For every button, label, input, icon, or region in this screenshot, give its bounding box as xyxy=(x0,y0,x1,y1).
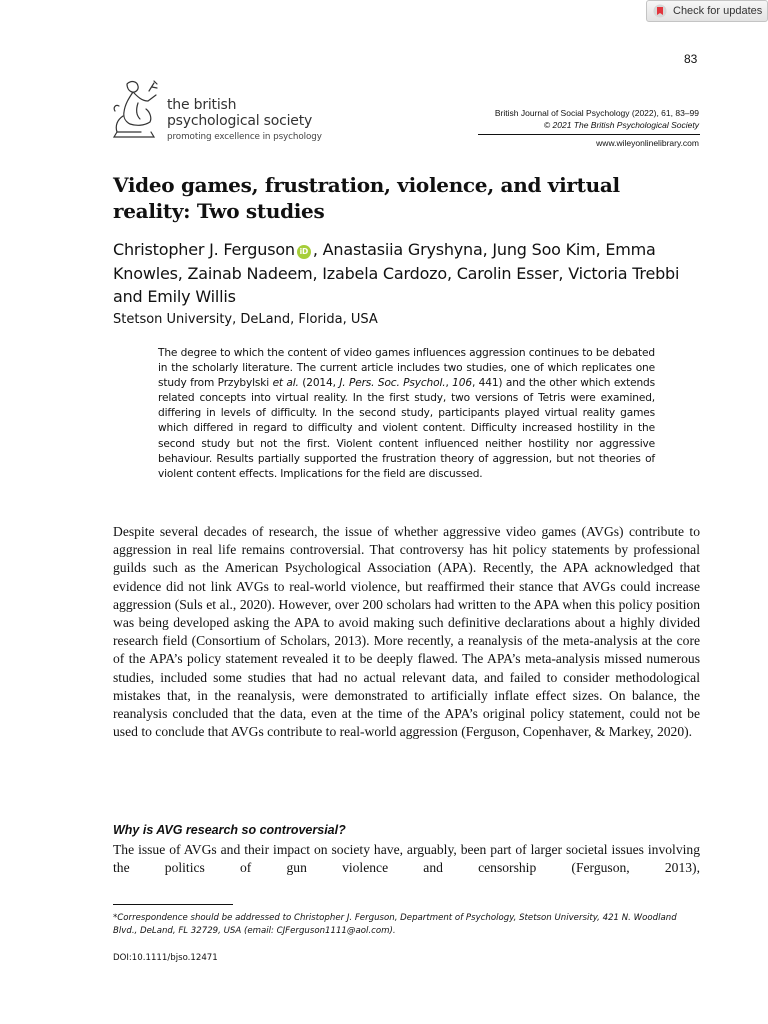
abstract-text-4: , 441) and the other which extends related concepts into virtual reality. In the first study, two versions of Tetris were examined, differing in levels of difficulty. In the second study, participants played virtual reality games which differed in regard to difficulty and violent content. Difficulty increased hostility in the second study but not the first. Violent content influenced neither hostility nor aggressive behaviour. Results partially supported the frustration theory of aggression, but not theories of violent content effects. Implications for the field are discussed. xyxy=(158,377,655,480)
first-author: Christopher J. Ferguson xyxy=(113,240,295,259)
article-title: Video games, frustration, violence, and virtual reality: Two studies xyxy=(113,173,620,223)
check-for-updates-icon xyxy=(653,4,667,18)
abstract-text-3: , xyxy=(445,377,453,390)
author-list xyxy=(113,238,713,309)
logo-line-1: the british xyxy=(167,97,237,113)
bps-logo xyxy=(167,97,322,142)
journal-copyright: © 2021 The British Psychological Society xyxy=(543,120,699,130)
co-authors: , Anastasiia Gryshyna, Jung Soo Kim, Emma Knowles, Zainab Nadeem, Izabela Cardozo, Carolin Esser, Victoria Trebbi and Emily Willis xyxy=(113,240,680,306)
body-paragraph-1: Despite several decades of research, the issue of whether aggressive video games (AVGs) contribute to aggression in real life remains controversial. That controversy has hit policy statements by professional guilds such as the American Psychological Association (APA). Recently, the APA acknowledged that evidence did not link AVGs to real-world violence, but reaffirmed their stance that AVGs could increase aggression (Suls et al., 2020). However, over 200 scholars had written to the APA when this policy position was being developed asking the APA to avoid making such definitive declarations about a highly divided research field (Consortium of Scholars, 2013). More recently, a reanalysis of the meta-analysis at the core of the APA’s policy statement revealed it to be deeply flawed. The APA’s meta-analysis missed numerous studies, included some studies that had no actual relevant data, and failed to consider methodological mistakes that, in the reanalysis, were demonstrated to artificially inflate effect sizes. On balance, the reanalysis concluded that the data, even at the time of the APA’s original policy statement, could not be used to conclude that AVGs contribute to real-world aggression (Ferguson, Copenhaver, & Markey, 2020). xyxy=(113,524,700,740)
footnote-divider xyxy=(113,904,233,905)
journal-header xyxy=(495,107,699,131)
check-for-updates-label: Check for updates xyxy=(673,5,763,17)
affiliation: Stetson University, DeLand, Florida, USA xyxy=(113,312,378,327)
abstract-text-2: (2014, xyxy=(298,377,340,390)
abstract-volume: 106 xyxy=(452,377,472,390)
orcid-icon[interactable]: iD xyxy=(297,245,311,259)
abstract xyxy=(158,346,655,482)
abstract-text-1: The degree to which the content of video games influences aggression continues to be debated in the scholarly literature. The current article includes two studies, one of which replicates one study from Przybylski xyxy=(158,347,655,390)
journal-citation: British Journal of Social Psychology (2022), 61, 83–99 xyxy=(494,108,699,118)
journal-url-link[interactable]: www.wileyonlinelibrary.com xyxy=(596,138,699,148)
body-paragraph-2 xyxy=(113,841,700,877)
logo-line-2: psychological society xyxy=(167,113,313,129)
abstract-et-al: et al. xyxy=(272,377,299,390)
body-paragraph-2-text: The issue of AVGs and their impact on society have, arguably, been part of larger societal issues involving the politics of gun violence and censorship (Ferguson, 2013), xyxy=(113,842,700,876)
doi[interactable]: DOI:10.1111/bjso.12471 xyxy=(113,953,218,963)
page-number: 83 xyxy=(684,52,698,66)
correspondence-footnote: *Correspondence should be addressed to Christopher J. Ferguson, Department of Psychology, Stetson University, 421 N. Woodland Blvd., DeLand, FL 32729, USA (email: CJFerguson1111@aol.com). xyxy=(113,913,677,936)
bps-logo-figure-icon xyxy=(107,76,165,140)
header-divider xyxy=(478,134,700,135)
check-for-updates-button[interactable] xyxy=(646,0,768,22)
logo-tagline: promoting excellence in psychology xyxy=(167,132,322,142)
abstract-journal-ref: J. Pers. Soc. Psychol. xyxy=(339,377,446,390)
section-heading: Why is AVG research so controversial? xyxy=(113,823,346,837)
